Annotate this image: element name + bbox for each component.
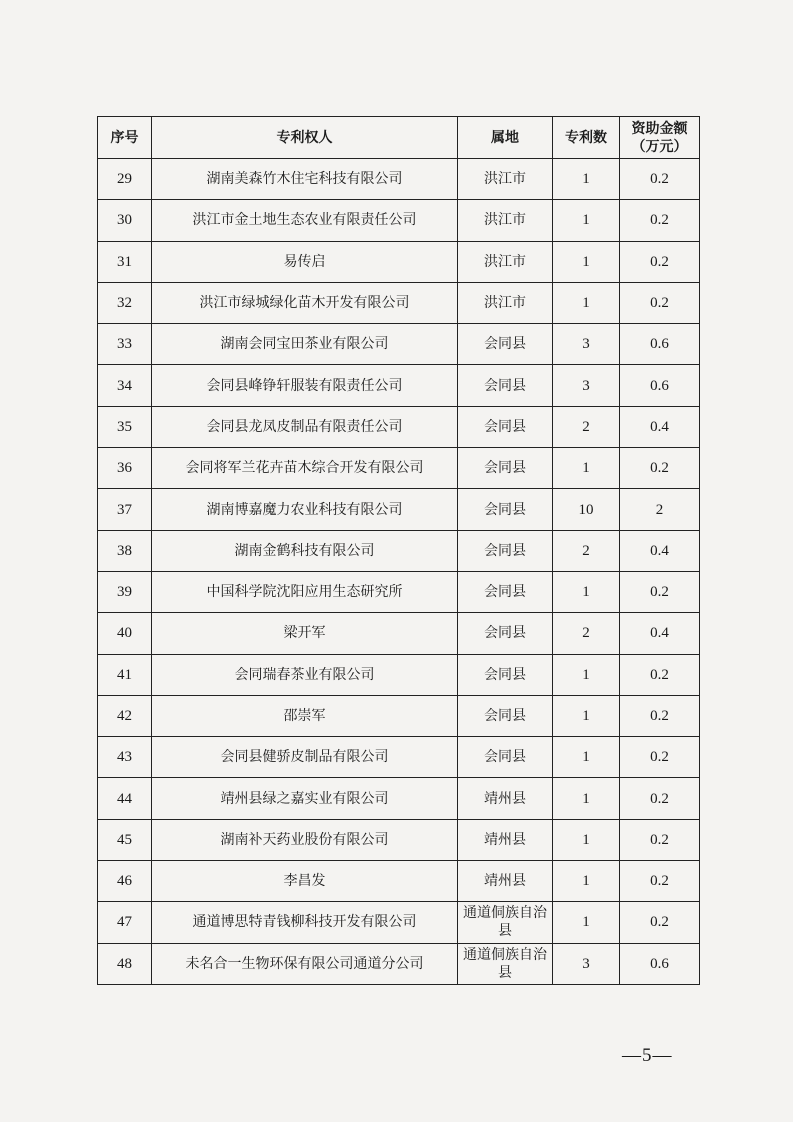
cell-seq: 39 [98, 571, 152, 612]
cell-seq: 37 [98, 489, 152, 530]
cell-amount: 0.6 [620, 365, 700, 406]
table-row [98, 737, 700, 778]
table-row [98, 902, 700, 943]
cell-amount: 0.4 [620, 613, 700, 654]
cell-count: 1 [553, 695, 620, 736]
cell-owner: 会同县峰铮轩服装有限责任公司 [152, 365, 458, 406]
cell-seq: 45 [98, 819, 152, 860]
cell-seq: 42 [98, 695, 152, 736]
cell-amount: 0.2 [620, 778, 700, 819]
cell-seq: 34 [98, 365, 152, 406]
cell-amount: 0.2 [620, 571, 700, 612]
cell-seq: 30 [98, 200, 152, 241]
cell-count: 3 [553, 365, 620, 406]
patent-funding-table [97, 116, 700, 985]
cell-count: 2 [553, 613, 620, 654]
cell-seq: 29 [98, 159, 152, 200]
cell-count: 10 [553, 489, 620, 530]
header-amount-line2: （万元） [631, 138, 688, 155]
cell-amount: 0.2 [620, 282, 700, 323]
cell-location: 会同县 [458, 695, 553, 736]
cell-count: 1 [553, 654, 620, 695]
table-row [98, 861, 700, 902]
cell-amount: 0.2 [620, 241, 700, 282]
cell-location: 会同县 [458, 324, 553, 365]
cell-seq: 48 [98, 943, 152, 984]
cell-location: 洪江市 [458, 282, 553, 323]
cell-owner: 梁开军 [152, 613, 458, 654]
table-row [98, 943, 700, 984]
table-row [98, 241, 700, 282]
cell-owner: 通道博思特青钱柳科技开发有限公司 [152, 902, 458, 943]
cell-seq: 31 [98, 241, 152, 282]
cell-location: 会同县 [458, 530, 553, 571]
cell-seq: 32 [98, 282, 152, 323]
cell-amount: 0.2 [620, 695, 700, 736]
cell-seq: 36 [98, 448, 152, 489]
cell-owner: 靖州县绿之嘉实业有限公司 [152, 778, 458, 819]
cell-owner: 洪江市绿城绿化苗木开发有限公司 [152, 282, 458, 323]
cell-location: 会同县 [458, 613, 553, 654]
table-row [98, 613, 700, 654]
table-row [98, 324, 700, 365]
header-owner: 专利权人 [152, 117, 458, 159]
cell-location: 会同县 [458, 365, 553, 406]
cell-amount: 0.6 [620, 324, 700, 365]
header-seq: 序号 [98, 117, 152, 159]
cell-location: 洪江市 [458, 241, 553, 282]
cell-amount: 0.2 [620, 902, 700, 943]
cell-owner: 会同将军兰花卉苗木综合开发有限公司 [152, 448, 458, 489]
header-count: 专利数 [553, 117, 620, 159]
cell-count: 1 [553, 571, 620, 612]
table-header-row [98, 117, 700, 159]
cell-seq: 43 [98, 737, 152, 778]
cell-owner: 邵崇军 [152, 695, 458, 736]
cell-count: 1 [553, 241, 620, 282]
table-row [98, 159, 700, 200]
table-row [98, 489, 700, 530]
cell-seq: 40 [98, 613, 152, 654]
table-row [98, 654, 700, 695]
table-row [98, 365, 700, 406]
cell-count: 1 [553, 448, 620, 489]
cell-amount: 0.2 [620, 737, 700, 778]
cell-owner: 易传启 [152, 241, 458, 282]
cell-owner: 会同瑞春茶业有限公司 [152, 654, 458, 695]
cell-location: 靖州县 [458, 861, 553, 902]
table-body [98, 159, 700, 985]
table-row [98, 778, 700, 819]
cell-amount: 0.4 [620, 530, 700, 571]
cell-owner: 中国科学院沈阳应用生态研究所 [152, 571, 458, 612]
cell-seq: 35 [98, 406, 152, 447]
table-row [98, 530, 700, 571]
cell-location: 通道侗族自治县 [458, 943, 553, 984]
table-row [98, 406, 700, 447]
table-row [98, 448, 700, 489]
table-row [98, 571, 700, 612]
cell-location: 会同县 [458, 489, 553, 530]
cell-seq: 44 [98, 778, 152, 819]
cell-count: 1 [553, 902, 620, 943]
cell-location: 通道侗族自治县 [458, 902, 553, 943]
cell-seq: 47 [98, 902, 152, 943]
page-number: —5— [622, 1045, 673, 1066]
cell-count: 1 [553, 200, 620, 241]
cell-amount: 0.2 [620, 654, 700, 695]
cell-amount: 0.2 [620, 861, 700, 902]
cell-owner: 湖南会同宝田茶业有限公司 [152, 324, 458, 365]
cell-count: 1 [553, 819, 620, 860]
cell-owner: 湖南补天药业股份有限公司 [152, 819, 458, 860]
cell-amount: 2 [620, 489, 700, 530]
header-location: 属地 [458, 117, 553, 159]
cell-location: 会同县 [458, 448, 553, 489]
cell-location: 洪江市 [458, 159, 553, 200]
cell-amount: 0.4 [620, 406, 700, 447]
cell-amount: 0.2 [620, 819, 700, 860]
cell-count: 1 [553, 778, 620, 819]
cell-amount: 0.2 [620, 200, 700, 241]
cell-location: 靖州县 [458, 778, 553, 819]
cell-count: 3 [553, 943, 620, 984]
cell-count: 1 [553, 737, 620, 778]
cell-seq: 33 [98, 324, 152, 365]
cell-owner: 湖南金鹤科技有限公司 [152, 530, 458, 571]
table-row [98, 695, 700, 736]
header-amount [620, 117, 700, 159]
cell-location: 洪江市 [458, 200, 553, 241]
cell-seq: 46 [98, 861, 152, 902]
cell-count: 1 [553, 282, 620, 323]
header-amount-line1: 资助金额 [631, 120, 688, 137]
cell-count: 2 [553, 406, 620, 447]
cell-location: 会同县 [458, 571, 553, 612]
cell-owner: 会同县健骄皮制品有限公司 [152, 737, 458, 778]
cell-amount: 0.2 [620, 448, 700, 489]
cell-owner: 未名合一生物环保有限公司通道分公司 [152, 943, 458, 984]
table-row [98, 282, 700, 323]
cell-owner: 李昌发 [152, 861, 458, 902]
table-row [98, 819, 700, 860]
cell-count: 3 [553, 324, 620, 365]
cell-location: 会同县 [458, 737, 553, 778]
cell-owner: 会同县龙凤皮制品有限责任公司 [152, 406, 458, 447]
table-row [98, 200, 700, 241]
cell-location: 会同县 [458, 406, 553, 447]
cell-owner: 洪江市金土地生态农业有限责任公司 [152, 200, 458, 241]
cell-location: 会同县 [458, 654, 553, 695]
cell-owner: 湖南美森竹木住宅科技有限公司 [152, 159, 458, 200]
cell-count: 2 [553, 530, 620, 571]
cell-amount: 0.2 [620, 159, 700, 200]
cell-count: 1 [553, 159, 620, 200]
cell-amount: 0.6 [620, 943, 700, 984]
cell-seq: 38 [98, 530, 152, 571]
cell-count: 1 [553, 861, 620, 902]
cell-seq: 41 [98, 654, 152, 695]
cell-location: 靖州县 [458, 819, 553, 860]
cell-owner: 湖南博嘉魔力农业科技有限公司 [152, 489, 458, 530]
